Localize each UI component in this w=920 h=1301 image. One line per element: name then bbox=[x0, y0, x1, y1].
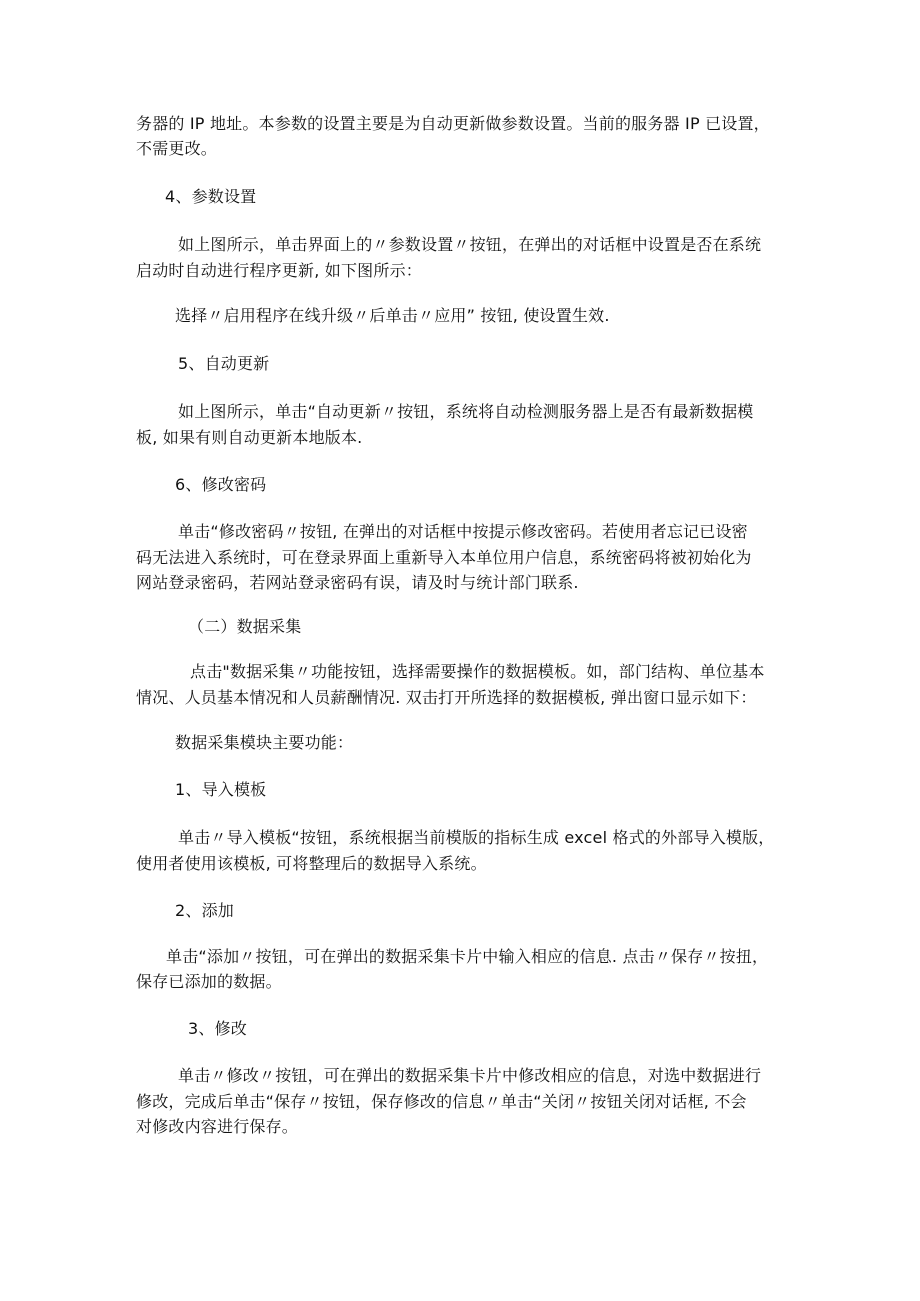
paragraph-line: 不需更改。 bbox=[136, 139, 218, 158]
paragraph-line: 启动时自动进行程序更新, 如下图所示： bbox=[136, 261, 422, 280]
paragraph-line: 单击“修改密码〃按钮, 在弹出的对话框中按提示修改密码。若使用者忘记已设密 bbox=[178, 522, 748, 541]
paragraph-line: 板, 如果有则自动更新本地版本. bbox=[136, 428, 363, 447]
paragraph-line: 网站登录密码，若网站登录密码有误，请及时与统计部门联系. bbox=[136, 573, 579, 592]
paragraph-line: 修改，完成后单击“保存〃按钮，保存修改的信息〃单击“关闭〃按钮关闭对话框, 不会 bbox=[136, 1092, 747, 1111]
paragraph-line: 如上图所示，单击界面上的〃参数设置〃按钮，在弹出的对话框中设置是否在系统 bbox=[178, 235, 762, 254]
paragraph-line: 使用者使用该模板, 可将整理后的数据导入系统。 bbox=[136, 854, 487, 873]
paragraph-line: 点击"数据采集〃功能按钮，选择需要操作的数据模板。如，部门结构、单位基本 bbox=[190, 662, 765, 681]
paragraph-line: 码无法进入系统时，可在登录界面上重新导入本单位用户信息，系统密码将被初始化为 bbox=[136, 548, 752, 567]
section-heading-data-collection: （二）数据采集 bbox=[188, 617, 302, 636]
paragraph-line: 单击“添加〃按钮，可在弹出的数据采集卡片中输入相应的信息. 点击〃保存〃按扭， bbox=[166, 947, 769, 966]
subsection-heading-2: 2、添加 bbox=[175, 901, 234, 920]
subsection-heading-3: 3、修改 bbox=[188, 1019, 247, 1038]
paragraph-line: 情况、人员基本情况和人员薪酬情况. 双击打开所选择的数据模板, 弹出窗口显示如下： bbox=[136, 688, 757, 707]
section-heading-5: 5、自动更新 bbox=[178, 354, 270, 373]
paragraph-line: 对修改内容进行保存。 bbox=[136, 1117, 299, 1136]
section-heading-4: 4、参数设置 bbox=[165, 187, 257, 206]
paragraph-line: 务器的 IP 地址。本参数的设置主要是为自动更新做参数设置。当前的服务器 IP 已设置， bbox=[136, 114, 770, 133]
paragraph-line: 如上图所示，单击“自动更新〃按钮，系统将自动检测服务器上是否有最新数据模 bbox=[178, 402, 754, 421]
paragraph-line: 单击〃导入模板“按钮，系统根据当前模版的指标生成 excel 格式的外部导入模版， bbox=[178, 828, 775, 847]
section-heading-6: 6、修改密码 bbox=[175, 475, 267, 494]
subsection-heading-1: 1、导入模板 bbox=[175, 780, 267, 799]
paragraph-line: 数据采集模块主要功能： bbox=[175, 733, 354, 752]
paragraph-line: 选择〃启用程序在线升级〃后单击〃应用” 按钮, 使设置生效. bbox=[175, 306, 610, 325]
paragraph-line: 单击〃修改〃按钮，可在弹出的数据采集卡片中修改相应的信息，对选中数据进行 bbox=[178, 1066, 762, 1085]
paragraph-line: 保存已添加的数据。 bbox=[136, 972, 282, 991]
